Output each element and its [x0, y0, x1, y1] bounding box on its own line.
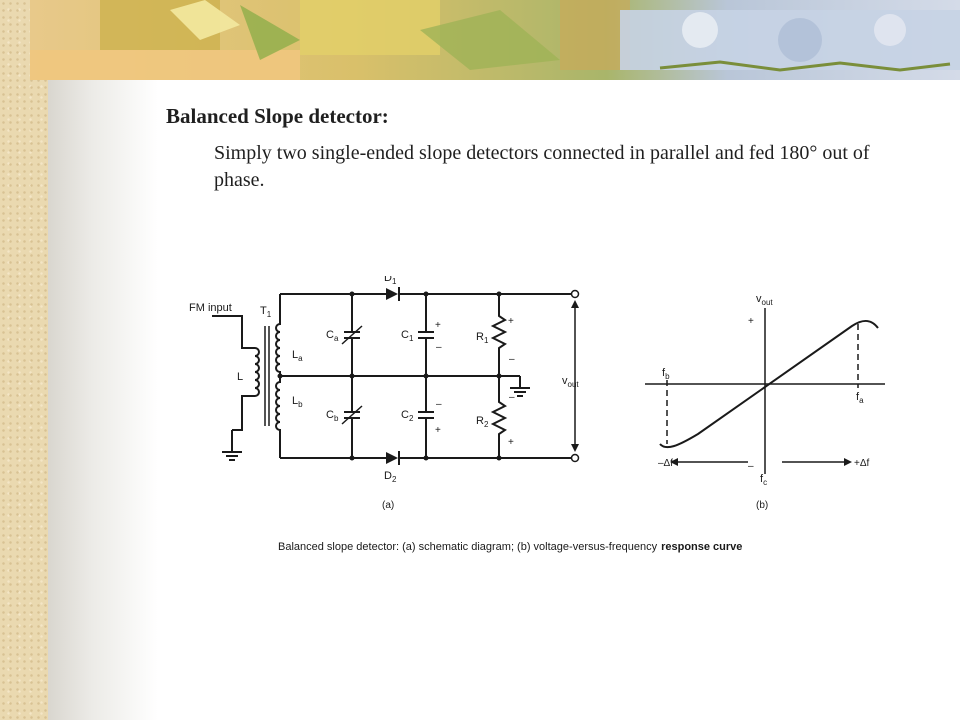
- c1-plus: +: [435, 320, 441, 331]
- page-shadow: [48, 0, 158, 720]
- figure-caption: Balanced slope detector: (a) schematic diagram; (b) voltage-versus-frequency response curve: [278, 541, 743, 553]
- pos-delta-f-label: +Δf: [854, 458, 870, 469]
- c1-minus: –: [436, 342, 442, 353]
- secondary-coil-a-icon: [276, 294, 280, 376]
- coil-b-label: $L_b$: [292, 395, 303, 409]
- fc-label: $f_c$: [760, 473, 768, 487]
- coil-a-label: $L_a$: [292, 349, 303, 363]
- vout-label: $v_{out}$: [562, 375, 579, 389]
- r2-plus: +: [508, 437, 514, 448]
- capacitor-c1-label: $C_1$: [401, 329, 414, 343]
- diode-d2-label: $D_2$: [384, 470, 397, 484]
- capacitor-ca-icon: [342, 294, 362, 376]
- slide-body-text: Simply two single-ended slope detectors connected in parallel and fed 180° out of phase.: [214, 142, 870, 191]
- ground-icon: [222, 452, 242, 460]
- output-terminal-bottom: [572, 455, 579, 462]
- c2-minus: –: [436, 399, 442, 410]
- resistor-r2-label: $R_2$: [476, 415, 489, 429]
- response-curve-diagram: [645, 293, 885, 511]
- resistor-r1-icon: [493, 294, 505, 376]
- r1-plus: +: [508, 316, 514, 327]
- neg-delta-f-label: –Δf: [658, 458, 674, 469]
- capacitor-cb-label: $C_b$: [326, 409, 339, 423]
- y-plus: +: [748, 316, 754, 327]
- r1-minus: –: [509, 354, 515, 365]
- panel-a-label: (a): [382, 500, 395, 511]
- fm-input-label: FM input: [189, 302, 232, 314]
- diode-d1-icon: [386, 287, 399, 301]
- transformer-label: $T_1$: [260, 305, 272, 319]
- vout-arrow-icon: [571, 300, 579, 452]
- diode-d2-icon: [386, 451, 399, 465]
- schematic-diagram: [189, 276, 579, 511]
- capacitor-c1-icon: [418, 294, 434, 376]
- leaf-banner: [0, 0, 960, 90]
- capacitor-c2-icon: [418, 376, 434, 458]
- y-minus: –: [748, 461, 754, 472]
- c2-plus: +: [435, 425, 441, 436]
- y-axis-label: $v_{out}$: [756, 293, 773, 307]
- figure-svg: [180, 276, 900, 566]
- secondary-coil-b-icon: [276, 376, 280, 458]
- output-terminal-top: [572, 291, 579, 298]
- capacitor-ca-label: $C_a$: [326, 329, 339, 343]
- delta-f-arrow-icon: [670, 458, 852, 466]
- fa-label: $f_a$: [856, 391, 864, 405]
- slide-title: Balanced Slope detector:: [166, 104, 389, 128]
- resistor-r1-label: $R_1$: [476, 331, 489, 345]
- fb-label: $f_b$: [662, 367, 670, 381]
- r2-minus: –: [509, 392, 515, 403]
- panel-b-label: (b): [756, 500, 769, 511]
- figure: [180, 276, 900, 566]
- capacitor-cb-icon: [342, 376, 362, 458]
- paper-texture-strip: [0, 0, 48, 720]
- diode-d1-label: $D_1$: [384, 276, 397, 286]
- resistor-r2-icon: [493, 376, 505, 458]
- primary-coil-icon: [255, 348, 259, 396]
- primary-coil-label: L: [237, 371, 244, 383]
- capacitor-c2-label: $C_2$: [401, 409, 414, 423]
